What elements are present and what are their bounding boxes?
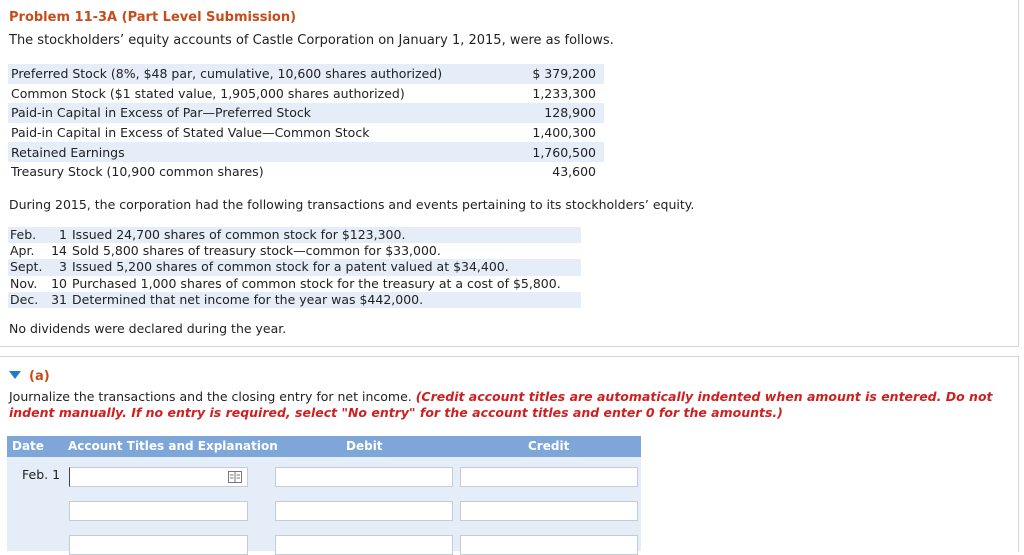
debit-input[interactable] [275,501,453,521]
account-name: Preferred Stock (8%, $48 par, cumulative, 10,600 shares authorized) [8,64,517,84]
during-text: During 2015, the corporation had the following transactions and events pertaining to its stockholders’ equity. [9,197,695,212]
instruction-note: (Credit account titles are automatically indented when amount is entered. Do not indent manually. If no entry is required, select "No entry" for the account titles and enter 0 for the amounts.) [9,389,993,420]
part-a-label: (a) [29,369,50,384]
tx-month: Nov. [10,275,38,291]
table-row [8,142,604,162]
part-a-toggle[interactable] [9,369,50,384]
debit-input[interactable] [275,535,453,555]
debit-input[interactable] [275,467,453,487]
table-row [8,276,581,292]
tx-day: 10 [51,275,67,291]
entry-date: Feb. 1 [22,467,61,482]
book-icon[interactable] [228,471,242,483]
table-row [8,243,581,259]
tx-day: 14 [51,243,67,259]
account-amount: $ 379,200 [517,64,604,84]
tx-month: Sept. [8,259,47,275]
table-row [8,123,604,143]
table-row [8,162,604,182]
date-header: Date [12,439,44,453]
table-row [8,84,604,104]
tx-month: Dec. [8,292,47,308]
tx-month: Apr. [10,243,35,259]
tx-text: Purchased 1,000 shares of common stock for the treasury at a cost of $5,800. [72,275,561,291]
account-amount: 1,233,300 [532,85,596,101]
account-title-input[interactable] [69,467,248,487]
tx-text: Issued 5,200 shares of common stock for a patent valued at $34,400. [72,259,581,275]
instruction-text: Journalize the transactions and the closing entry for net income. [9,389,412,404]
table-row [8,103,604,123]
problem-title: Problem 11-3A (Part Level Submission) [9,10,297,25]
credit-header: Credit [528,439,570,453]
table-row [8,64,604,84]
equity-accounts-table [8,64,604,182]
table-row [8,292,581,308]
account-amount: 1,760,500 [517,142,604,162]
account-name: Retained Earnings [8,142,517,162]
problem-intro: The stockholders’ equity accounts of Castle Corporation on January 1, 2015, were as follows. [9,33,614,48]
tx-text: Sold 5,800 shares of treasury stock—common for $33,000. [72,243,441,259]
account-title-input[interactable] [69,501,248,521]
table-row [8,259,581,275]
no-dividends-text: No dividends were declared during the year. [9,321,287,336]
tx-day: 3 [47,259,72,275]
account-title-input[interactable] [69,535,248,555]
account-amount: 43,600 [552,164,596,180]
transactions-table [8,227,581,308]
account-name: Common Stock ($1 stated value, 1,905,000 shares authorized) [11,85,405,101]
credit-input[interactable] [460,535,638,555]
account-name: Paid-in Capital in Excess of Stated Value—Common Stock [11,125,370,141]
tx-text: Determined that net income for the year was $442,000. [72,292,581,308]
account-name: Paid-in Capital in Excess of Par—Preferred Stock [8,103,517,123]
account-header: Account Titles and Explanation [68,439,278,453]
journal-header [7,436,641,457]
tx-day: 31 [47,292,72,308]
account-name: Treasury Stock (10,900 common shares) [11,164,264,180]
tx-month: Feb. [8,227,47,243]
account-amount: 128,900 [517,103,604,123]
table-row [8,227,581,243]
credit-input[interactable] [460,501,638,521]
debit-header: Debit [346,439,383,453]
tx-text: Issued 24,700 shares of common stock for $123,300. [72,227,581,243]
part-a-instructions [9,389,1009,421]
account-amount: 1,400,300 [532,125,596,141]
tx-day: 1 [47,227,72,243]
credit-input[interactable] [460,467,638,487]
collapse-triangle-icon[interactable] [9,371,21,379]
